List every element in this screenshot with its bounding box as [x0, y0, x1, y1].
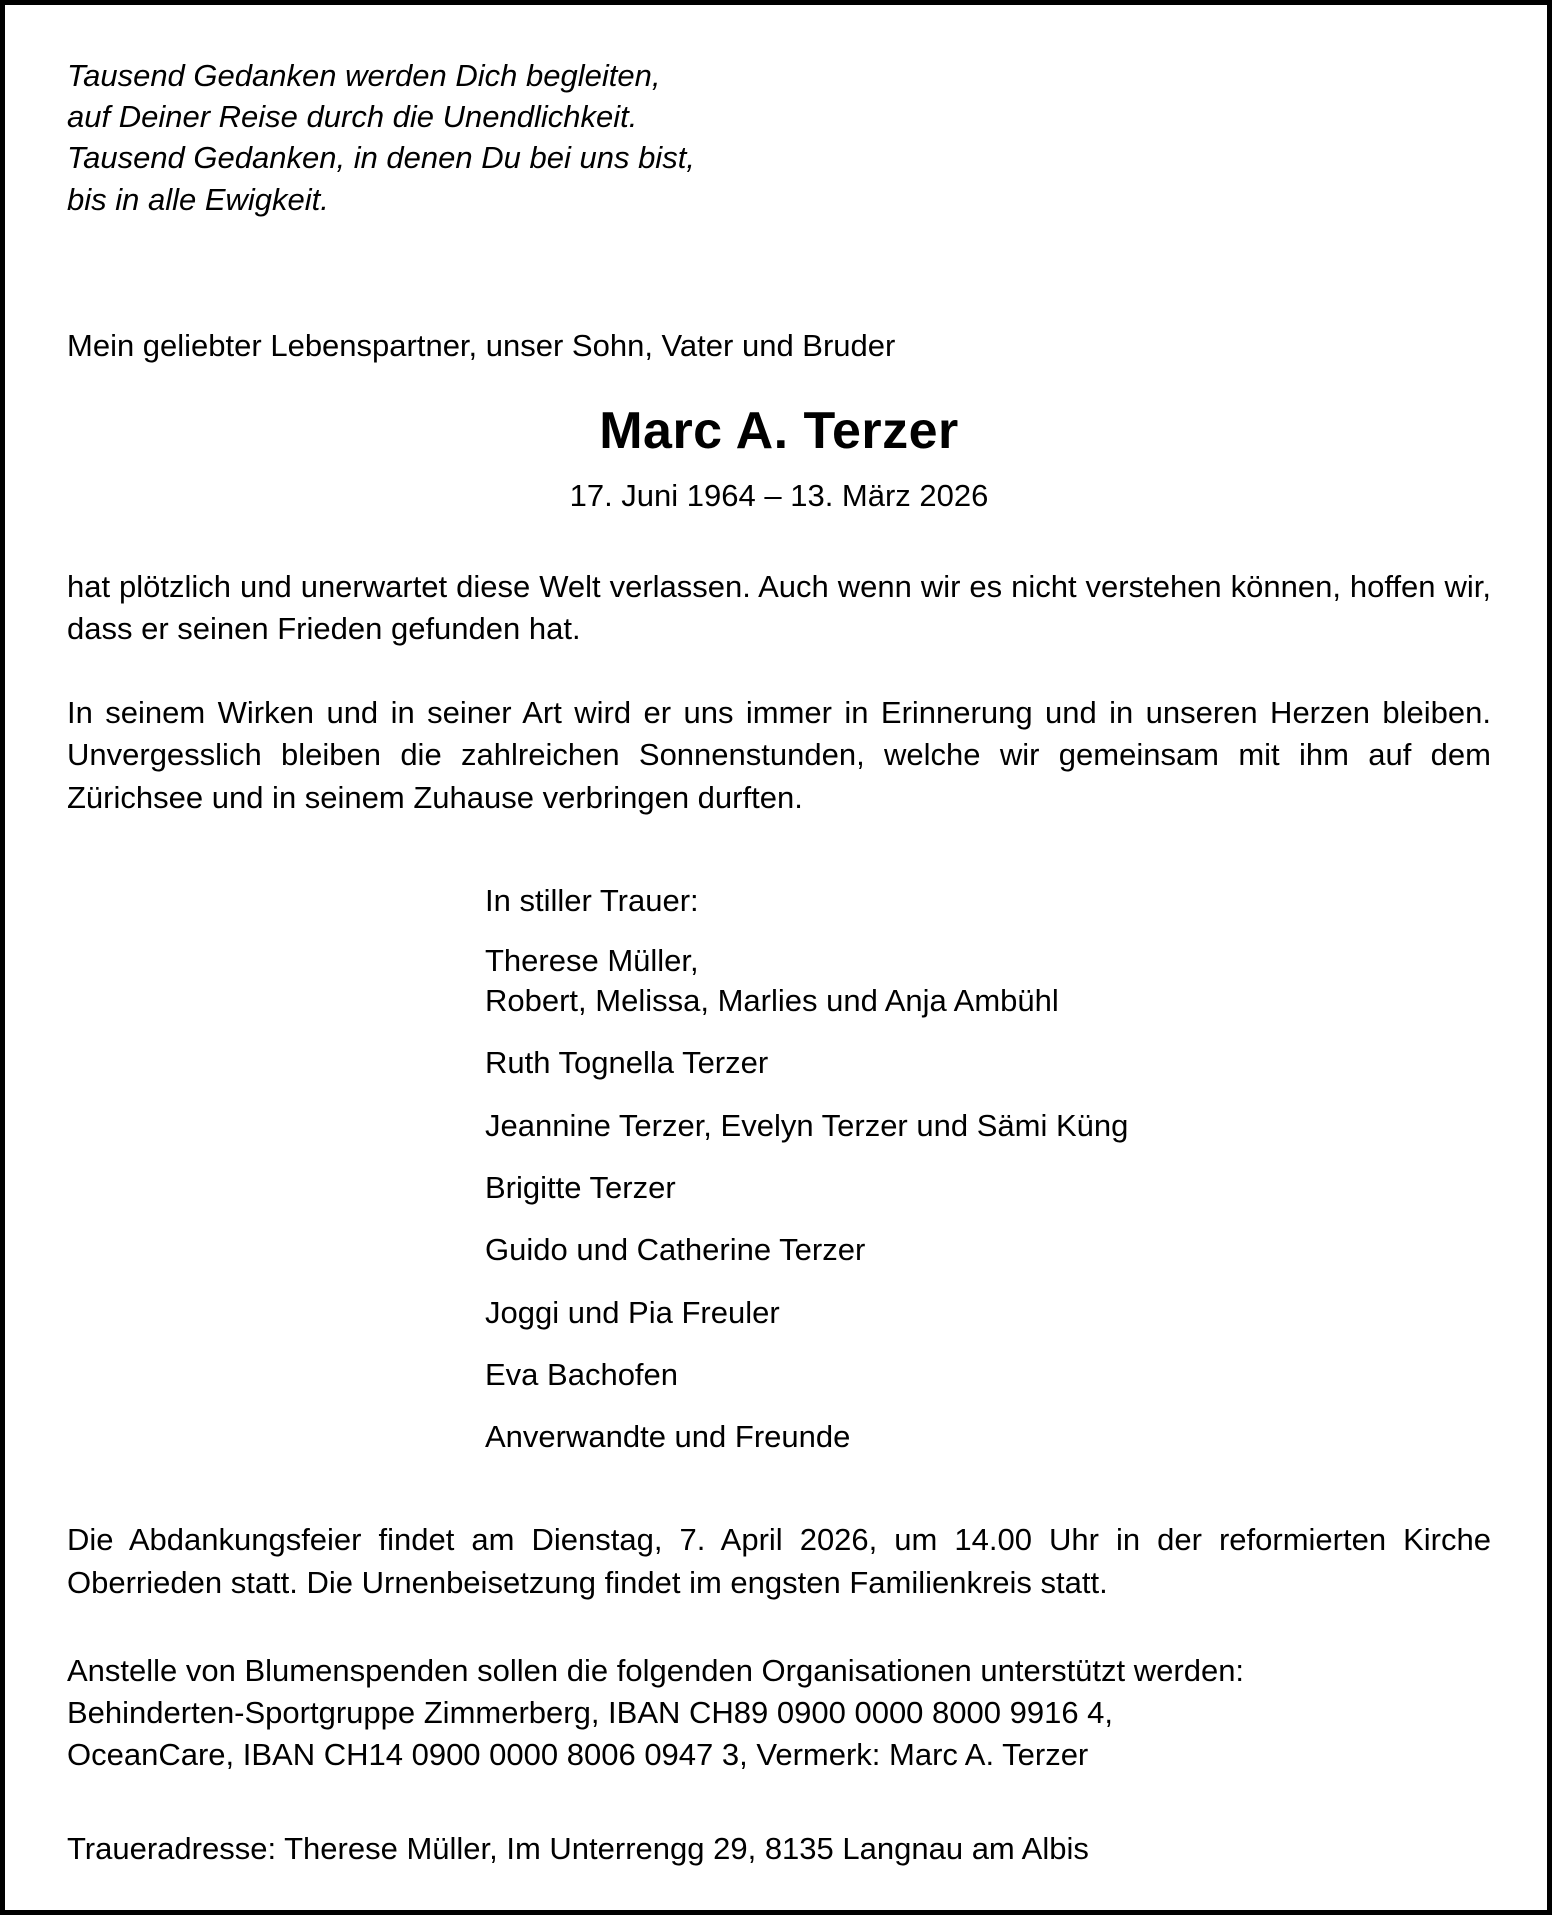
mourner-name: Jeannine Terzer, Evelyn Terzer und Sämi Küng [485, 1107, 1129, 1143]
poem-line-3: Tausend Gedanken, in denen Du bei uns bist, [67, 140, 695, 176]
mourners-block [485, 883, 1491, 1458]
mourner-name: Therese Müller, [485, 942, 699, 978]
list-item [485, 941, 1491, 1022]
life-dates: 17. Juni 1964 – 13. März 2026 [569, 477, 989, 513]
list-item [485, 1417, 1491, 1457]
list-item [485, 1043, 1491, 1083]
mourners-heading: In stiller Trauer: [485, 882, 699, 918]
mourner-name-continued: Robert, Melissa, Marlies und Anja Ambühl [485, 983, 1059, 1019]
poem-line-2: auf Deiner Reise durch die Unendlichkeit. [67, 99, 638, 135]
mourner-name: Brigitte Terzer [485, 1169, 676, 1205]
mourner-name: Eva Bachofen [485, 1356, 679, 1392]
poem-block [67, 55, 1491, 220]
donations-account-2: OceanCare, IBAN CH14 0900 0000 8006 0947 3, Vermerk: Marc A. Terzer [67, 1737, 1089, 1773]
donations-intro: Anstelle von Blumenspenden sollen die folgenden Organisationen unterstützt werden: [67, 1652, 1245, 1688]
mourner-name: Ruth Tognella Terzer [485, 1045, 769, 1081]
deceased-name: Marc A. Terzer [599, 402, 959, 461]
name-block [67, 402, 1491, 514]
list-item [485, 1293, 1491, 1333]
donations-block [67, 1650, 1491, 1776]
donations-account-1: Behinderten-Sportgruppe Zimmerberg, IBAN CH89 0900 0000 8000 9916 4, [67, 1694, 1114, 1730]
mourning-address: Traueradresse: Therese Müller, Im Unterrengg 29, 8135 Langnau am Albis [67, 1831, 1089, 1867]
paragraph-passing: hat plötzlich und unerwartet diese Welt verlassen. Auch wenn wir es nicht verstehen können, hoffen wir, dass er seinen Frieden gefunden hat. [67, 568, 1491, 647]
poem-line-1: Tausend Gedanken werden Dich begleiten, [67, 58, 661, 93]
mourner-name: Joggi und Pia Freuler [485, 1294, 780, 1330]
list-item [485, 1168, 1491, 1208]
list-item [485, 1106, 1491, 1146]
list-item [485, 1355, 1491, 1395]
ceremony-details: Die Abdankungsfeier findet am Dienstag, 7. April 2026, um 14.00 Uhr in der reformierten Kirche Oberrieden statt. Die Urnenbeisetzung findet im engsten Familienkreis statt. [67, 1522, 1491, 1600]
mourner-name: Anverwandte und Freunde [485, 1419, 851, 1455]
paragraph-memory: In seinem Wirken und in seiner Art wird er uns immer in Erinnerung und in unseren Herzen bleiben. Unvergesslich bleiben die zahlreichen Sonnenstunden, welche wir gemeinsam mit ihm auf dem Zürichsee und in seinem Zuhause verbringen durften. [67, 695, 1491, 815]
relationship-intro: Mein geliebter Lebenspartner, unser Sohn, Vater und Bruder [67, 327, 896, 363]
poem-line-4: bis in alle Ewigkeit. [67, 181, 329, 217]
mourner-name: Guido und Catherine Terzer [485, 1232, 866, 1268]
list-item [485, 1230, 1491, 1270]
